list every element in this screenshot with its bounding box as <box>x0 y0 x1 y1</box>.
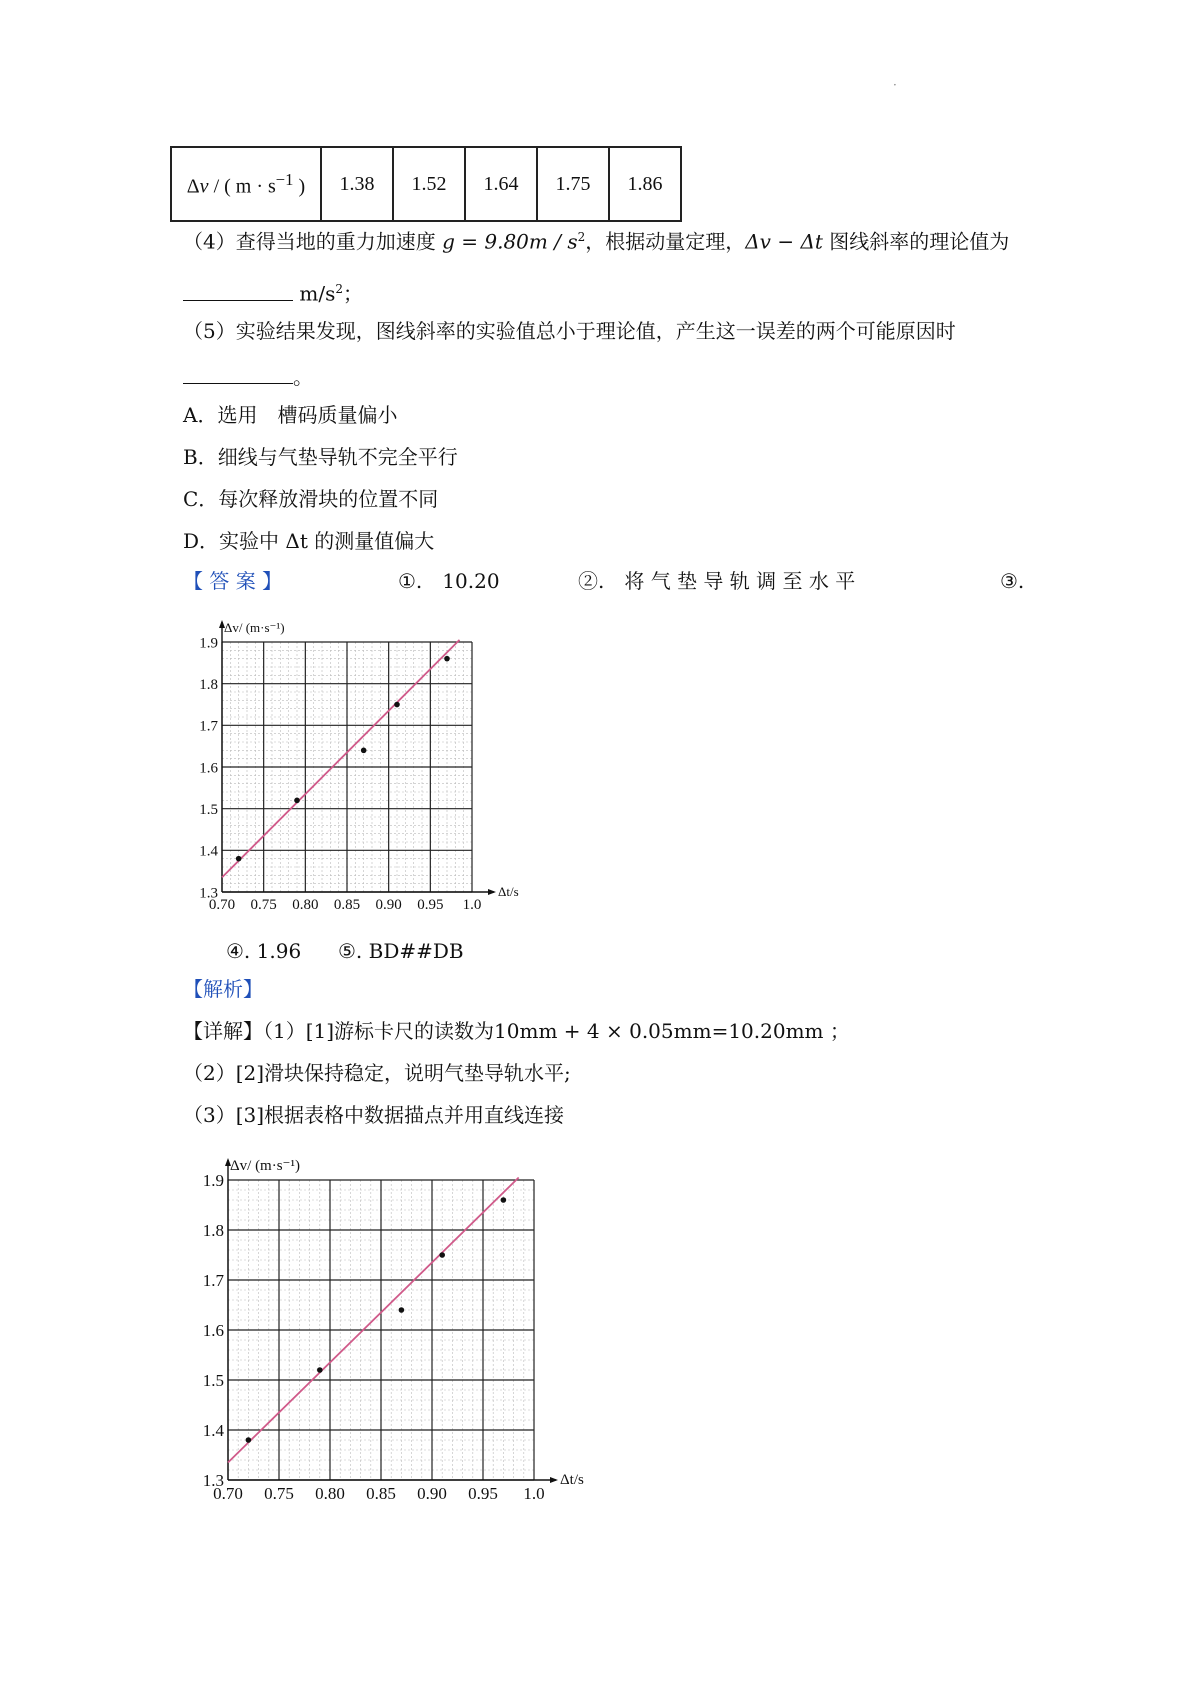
detail-line-3: （3）[3]根据表格中数据描点并用直线连接 <box>183 1103 565 1127</box>
blank-underline <box>183 282 293 301</box>
x-axis-label: Δt/s <box>498 884 519 899</box>
x-tick-label: 0.90 <box>417 1484 447 1503</box>
x-axis-arrow <box>488 889 496 895</box>
y-tick-label: 1.8 <box>199 676 218 693</box>
chart-1 <box>180 606 540 935</box>
table-cell: 1.64 <box>465 147 537 221</box>
analysis-label: 【解析】 <box>183 977 263 1001</box>
question-5: （5）实验结果发现，图线斜率的实验值总小于理论值，产生这一误差的两个可能原因时 <box>183 319 956 343</box>
y-axis-label: Δv/ (m·s⁻¹) <box>230 1158 300 1174</box>
x-tick-label: 1.0 <box>462 897 482 913</box>
table-cell: 1.38 <box>321 147 393 221</box>
y-tick-label: 1.7 <box>199 718 218 735</box>
answer-3: ③. <box>1000 569 1025 593</box>
option-c: C．每次释放滑块的位置不同 <box>183 487 439 511</box>
y-tick-label: 1.9 <box>199 635 218 652</box>
detail-text-1: （1）[1]游标卡尺的读数为10mm + 4 × 0.05mm=10.20mm ； <box>263 1019 850 1043</box>
option-d: D．实验中 Δt 的测量值偏大 <box>183 529 435 553</box>
y-tick-label: 1.9 <box>202 1170 224 1190</box>
data-point <box>361 748 367 754</box>
answer-2: ②. 将 气 垫 导 轨 调 至 水 平 <box>578 569 856 593</box>
chart-1-svg <box>180 606 540 931</box>
question-4 <box>183 224 1009 255</box>
x-tick-label: 0.95 <box>417 897 444 913</box>
answer-label: 【 答 案 】 <box>183 569 283 593</box>
data-point <box>294 798 300 804</box>
q5-tail: 。 <box>293 365 313 389</box>
blank-underline <box>183 365 293 384</box>
q4-middle: ，根据动量定理， <box>585 229 746 254</box>
q4-prefix: （4）查得当地的重力加速度 <box>183 229 443 254</box>
x-axis-label: Δt/s <box>560 1472 584 1488</box>
y-axis-label: Δv/ (m·s⁻¹) <box>224 620 285 635</box>
y-tick-label: 1.4 <box>199 843 218 860</box>
data-point <box>317 1367 323 1373</box>
data-table <box>170 146 682 222</box>
question-5-answer-line <box>183 364 313 390</box>
detail-line-2: （2）[2]滑块保持稳定，说明气垫导轨水平; <box>183 1061 571 1085</box>
chart-2 <box>180 1140 610 1524</box>
q4-unit: m/s <box>299 281 336 306</box>
q4-unit-tail: ； <box>342 281 363 306</box>
x-tick-label: 0.95 <box>468 1484 498 1503</box>
answer-4: ④. 1.96 <box>226 939 302 963</box>
table-cell: 1.75 <box>537 147 609 221</box>
table-header-cell: Δv / ( $m \cdot s^{-1}$ ) <box>171 147 321 221</box>
top-mark: · <box>893 78 897 92</box>
y-tick-label: 1.3 <box>202 1470 224 1490</box>
q4-suffix: 图线斜率的理论值为 <box>822 229 1010 254</box>
detail-label: 【详解】 <box>183 1019 263 1043</box>
answer-5: ⑤. BD##DB <box>338 939 464 963</box>
y-tick-label: 1.8 <box>202 1220 224 1240</box>
detail-line-1 <box>183 1018 850 1044</box>
y-tick-label: 1.7 <box>202 1270 224 1290</box>
x-tick-label: 0.85 <box>333 897 361 913</box>
table-cell: 1.52 <box>393 147 465 221</box>
q4-unit-exp: 2 <box>335 282 343 296</box>
y-tick-label: 1.6 <box>199 760 218 777</box>
x-tick-label: 0.90 <box>375 897 402 913</box>
x-tick-label: 0.70 <box>208 897 236 913</box>
question-4-answer-line <box>183 276 363 307</box>
data-point <box>501 1197 507 1203</box>
q4-formula-exp: 2 <box>577 230 586 244</box>
chart-2-svg <box>180 1140 610 1520</box>
q4-dv-dt: Δv − Δt <box>745 229 823 254</box>
x-tick-label: 0.75 <box>250 897 277 913</box>
data-point <box>444 656 450 662</box>
y-tick-label: 1.5 <box>202 1370 224 1390</box>
x-tick-label: 0.80 <box>292 897 319 913</box>
y-tick-label: 1.6 <box>202 1320 224 1340</box>
answer-1: ①. 10.20 <box>398 569 500 593</box>
option-a: A．选用 槽码质量偏小 <box>183 403 398 427</box>
x-tick-label: 1.0 <box>523 1484 545 1503</box>
x-axis-arrow <box>550 1477 558 1483</box>
data-point <box>246 1437 252 1443</box>
y-tick-label: 1.4 <box>202 1420 224 1440</box>
y-tick-label: 1.3 <box>199 885 218 902</box>
x-tick-label: 0.80 <box>315 1484 345 1503</box>
data-point <box>236 856 242 862</box>
x-tick-label: 0.75 <box>264 1484 294 1503</box>
x-tick-label: 0.85 <box>366 1484 396 1503</box>
data-point <box>399 1307 405 1313</box>
data-point <box>394 702 400 708</box>
x-tick-label: 0.70 <box>213 1484 243 1503</box>
option-b: B．细线与气垫导轨不完全平行 <box>183 445 458 469</box>
q4-formula-g: g = 9.80m / s <box>442 229 578 254</box>
table-cell: 1.86 <box>609 147 681 221</box>
y-tick-label: 1.5 <box>199 801 218 818</box>
data-point <box>439 1252 445 1258</box>
